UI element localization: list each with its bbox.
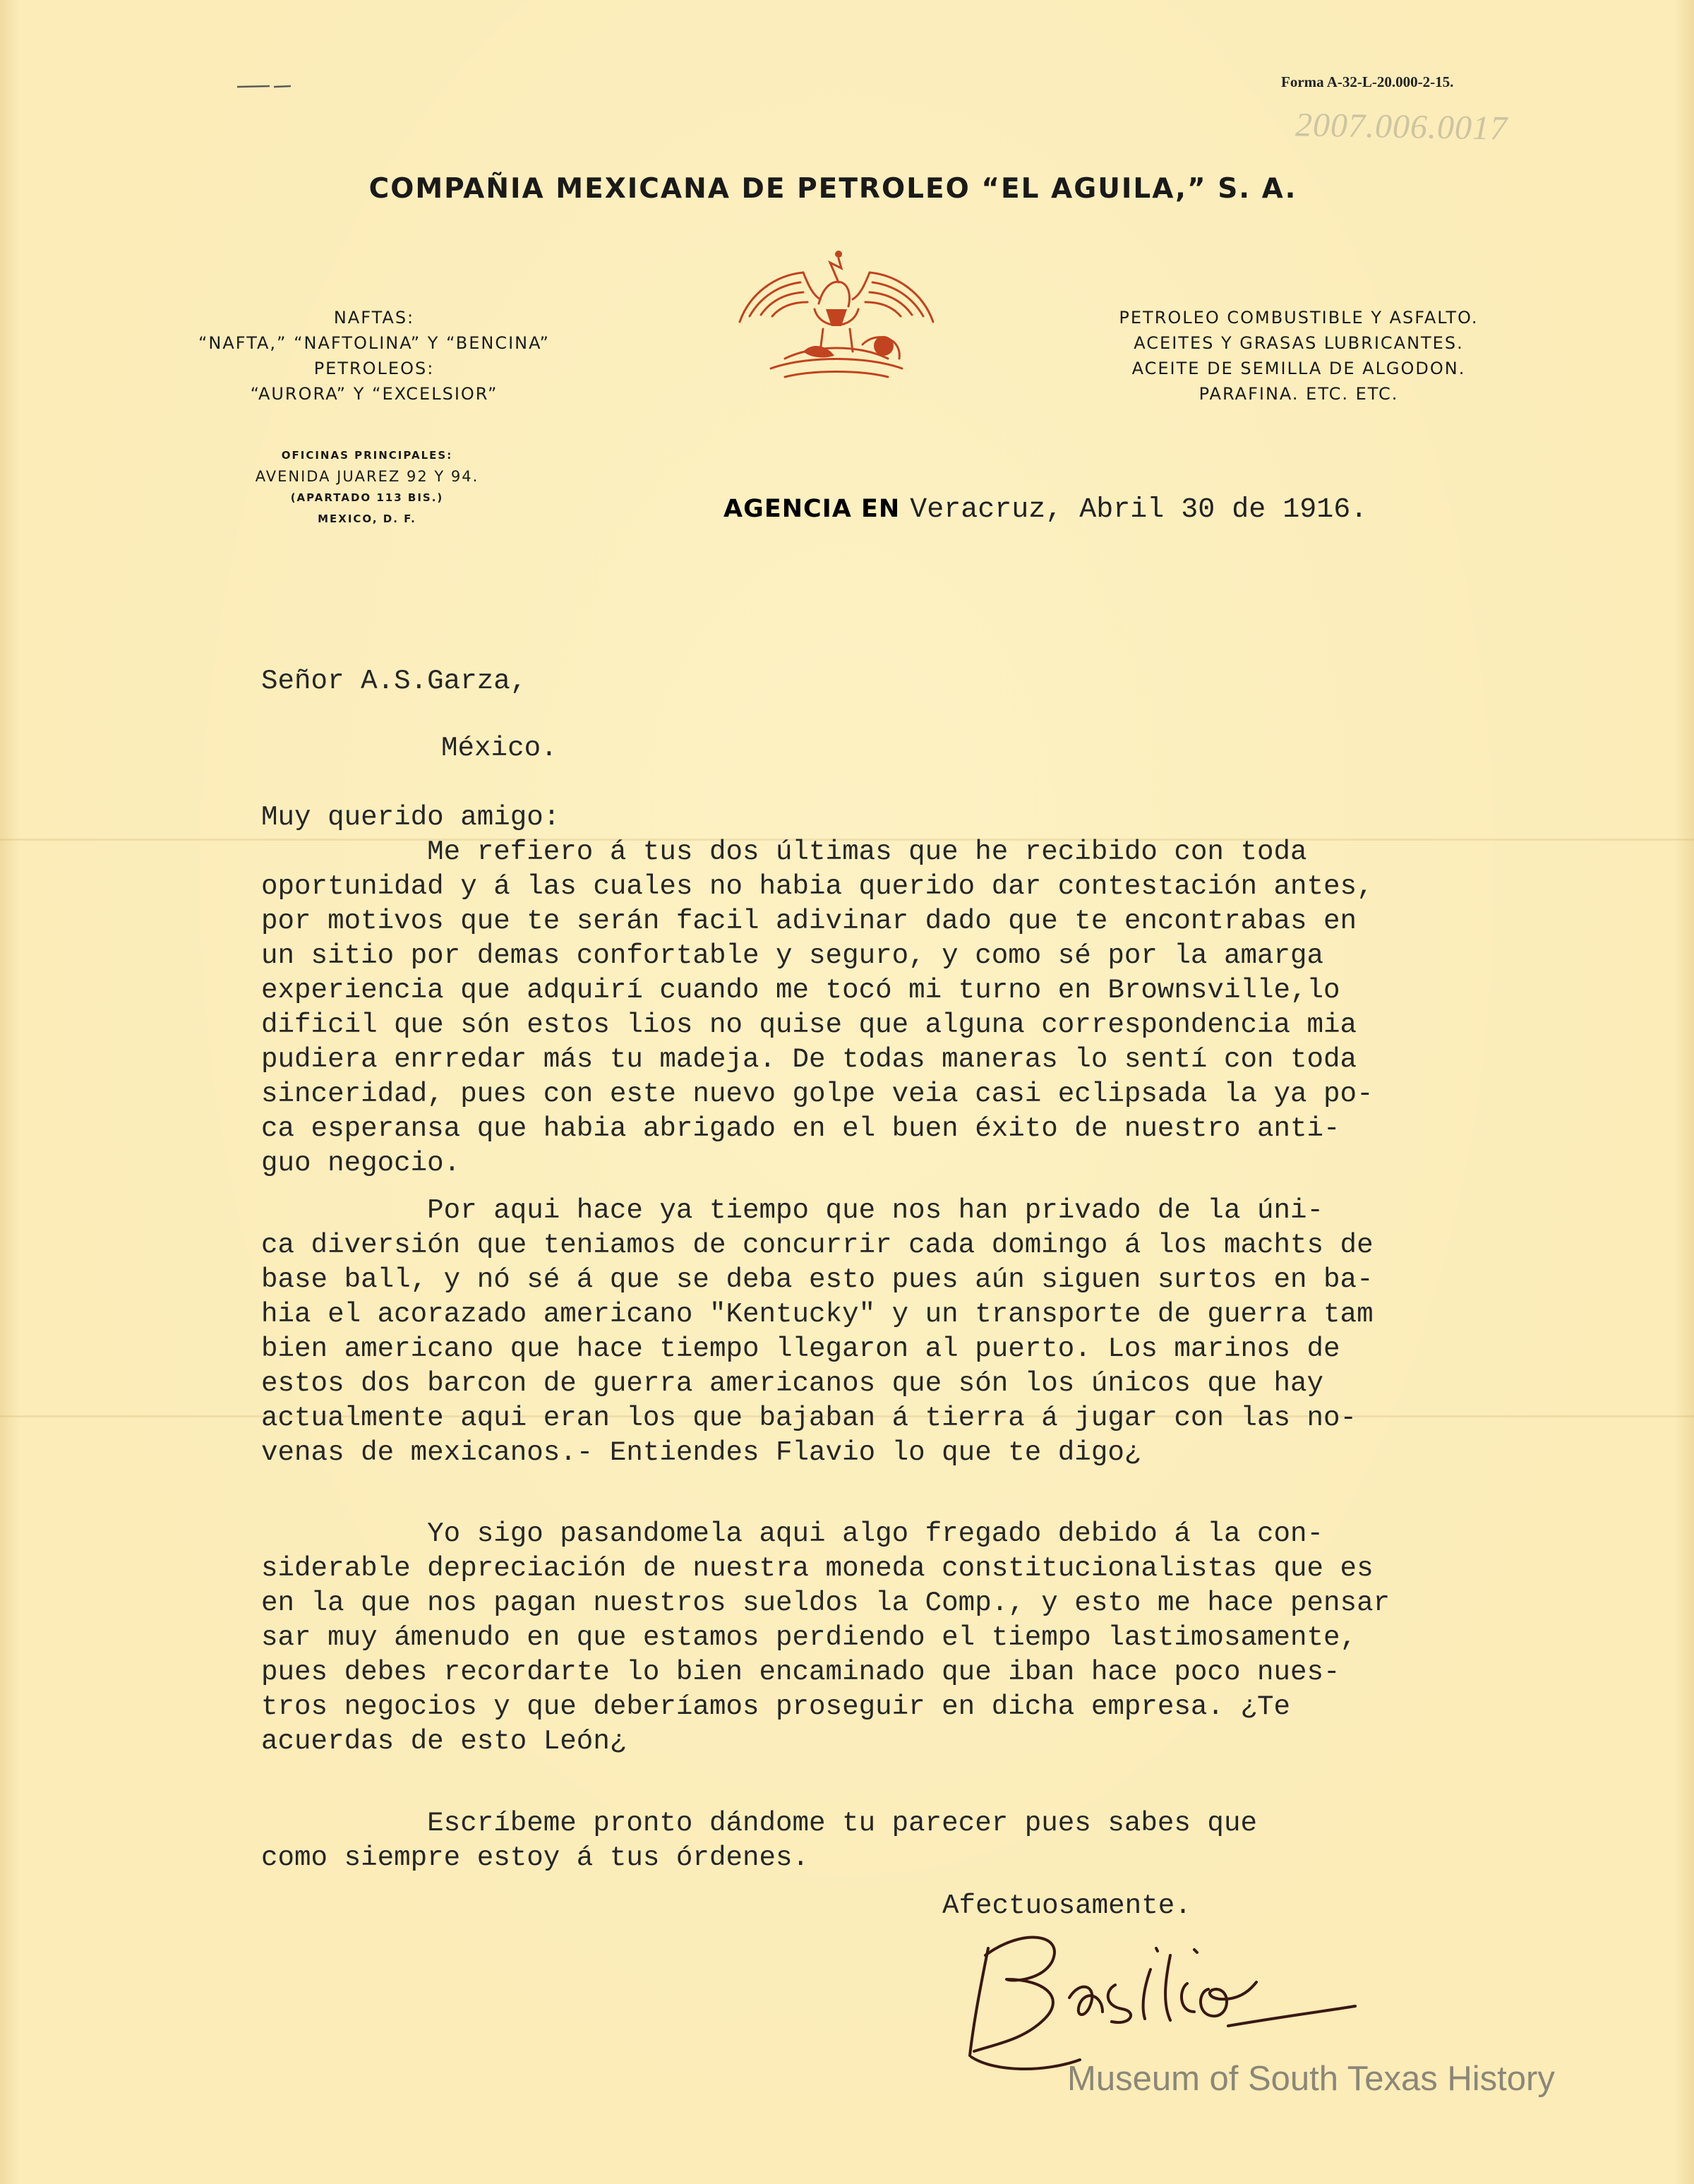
letter-paragraph: Me refiero á tus dos últimas que he recibido con toda oportunidad y á las cuales no habia querido dar contestación antes, por motivos que te serán facil adivinar dado que te encontrabas en un sitio por demas confortable y seguro, y como sé por la amarga experiencia que adquirí cuando me tocó mi turno en Brownsville,lo dificil que són estos lios no quise que alguna correspondencia mia pudiera enrredar más tu madeja. De todas maneras lo sentí con toda sinceridad, pues con este nuevo golpe veia casi eclipsada la ya po- ca esperansa que habia abrigado en el buen éxito de nuestro anti- guo negocio. — [261, 836, 1374, 1179]
product-line: “AURORA” Y “EXCELSIOR” — [250, 384, 498, 404]
offices-po-box: (APARTADO 113 BIS.) — [290, 491, 444, 504]
left-products-list — [155, 305, 593, 407]
museum-watermark: Museum of South Texas History — [1067, 2060, 1555, 2098]
letter-paragraph: Escríbeme pronto dándome tu parecer pues sabes que como siempre estoy á tus órdenes. — [261, 1807, 1257, 1873]
eagle-emblem-icon — [735, 239, 937, 387]
letter-date: Veracruz, Abril 30 de 1916. — [910, 494, 1368, 526]
salutation: Muy querido amigo: — [261, 801, 560, 833]
agency-label: AGENCIA EN — [723, 495, 901, 523]
product-line: PETROLEOS: — [313, 359, 435, 378]
offices-heading: OFICINAS PRINCIPALES: — [281, 449, 453, 462]
offices-city: MEXICO, D. F. — [318, 512, 416, 525]
head-office-address — [233, 445, 501, 529]
right-products-list — [1023, 305, 1574, 407]
letter-paragraph: Yo sigo pasandomela aqui algo fregado debido á la con- siderable depreciación de nuestra moneda constitucionalistas que es en la que nos pagan nuestros sueldos la Comp., y esto me hace pensar sar muy ámenudo en que estamos perdiendo el tiempo lastimosamente, pues debes recordarte lo bien encaminado que iban hace poco nues- tros negocios y que deberíamos proseguir en dicha empresa. ¿Te acuerdas de esto León¿ — [261, 1518, 1390, 1757]
product-line: “NAFTA,” “NAFTOLINA” Y “BENCINA” — [198, 333, 550, 353]
product-line: PETROLEO COMBUSTIBLE Y ASFALTO. — [1119, 308, 1479, 328]
product-line: ACEITE DE SEMILLA DE ALGODON. — [1131, 359, 1466, 378]
archive-number: 2007.006.0017 — [1294, 106, 1508, 148]
offices-street: AVENIDA JUAREZ 92 Y 94. — [255, 468, 479, 485]
pencil-mark-icon — [237, 84, 291, 89]
product-line: NAFTAS: — [333, 308, 415, 328]
recipient-city: México. — [441, 732, 558, 764]
letter-paragraph: Por aqui hace ya tiempo que nos han privado de la úni- ca diversión que teniamos de concurrir cada domingo á los machts de base ball, y nó sé á que se deba esto pues aún siguen surtos en ba- hia el acorazado americano "Kentucky" y un transporte de guerra tam bien americano que hace tiempo llegaron al puerto. Los marinos de estos dos barcon de guerra americanos que són los únicos que hay actualmente aqui eran los que bajaban á tierra á jugar con las no- venas de mexicanos.- Entiendes Flavio lo que te digo¿ — [261, 1194, 1374, 1468]
dateline — [723, 494, 1367, 526]
form-number: Forma A-32-L-20.000-2-15. — [1281, 73, 1454, 90]
closing: Afectuosamente. — [942, 1890, 1191, 1921]
product-line: ACEITES Y GRASAS LUBRICANTES. — [1134, 333, 1464, 353]
product-line: PARAFINA. ETC. ETC. — [1199, 384, 1399, 404]
company-name: COMPAÑIA MEXICANA DE PETROLEO “EL AGUILA,” S. A. — [368, 173, 1297, 205]
recipient-name: Señor A.S.Garza, — [261, 665, 527, 697]
handwritten-signature — [946, 1906, 1376, 2075]
